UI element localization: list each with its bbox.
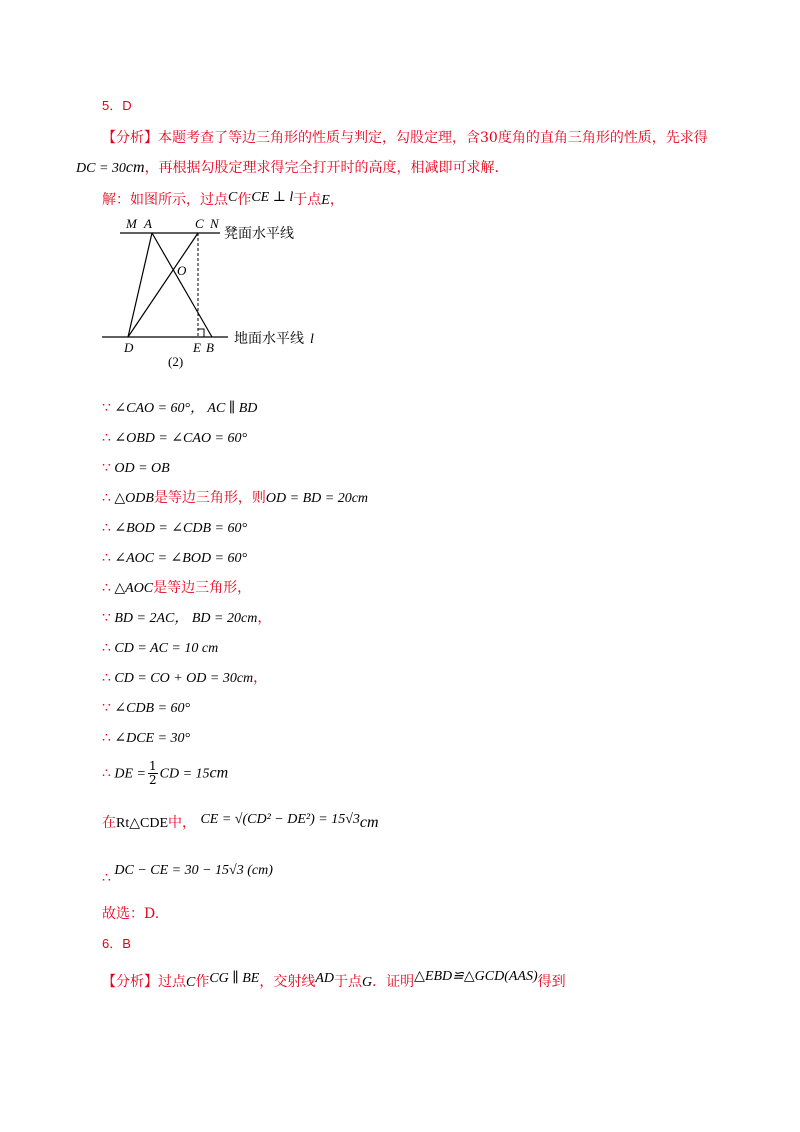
analysis-tag: 【分析】 (102, 130, 158, 146)
figure-caption: (2) (168, 354, 184, 369)
label-l: l (310, 332, 314, 347)
q6-number: 6．B (102, 936, 131, 951)
therefore-symbol: ∴ (102, 640, 110, 656)
step-line (102, 698, 190, 719)
step-line (102, 458, 170, 479)
label-ground: 地面水平线 (234, 332, 304, 347)
de-lhs: DE = (114, 766, 146, 782)
therefore-symbol: ∴ (102, 490, 110, 506)
geometry-figure (100, 214, 340, 374)
label-d: D (124, 340, 134, 355)
q6-text5: ．证明 (372, 974, 415, 990)
q6-text1: 过点 (158, 974, 186, 990)
label-seat: 凳面水平线 (224, 227, 294, 242)
q6-math3: △EBD≌△GCD(AAS) (414, 969, 538, 984)
therefore-symbol: ∴ (102, 580, 110, 596)
step-text: 是等边三角形， (153, 580, 252, 596)
q5-analysis-line1 (102, 128, 708, 148)
step-line (102, 488, 368, 509)
therefore-symbol: ∴ (102, 430, 110, 446)
label-m: M (126, 216, 137, 231)
ce-pre: 在 (102, 815, 116, 831)
step-math-pre: △AOC (114, 581, 154, 596)
because-symbol: ∵ (102, 700, 110, 716)
step-final (102, 860, 273, 886)
label-b: B (206, 340, 214, 355)
fraction-half (148, 760, 158, 787)
fraction-numerator: 1 (148, 759, 157, 773)
step-de (102, 760, 228, 787)
q6-text4: 于点 (334, 974, 363, 990)
de-rhs: CD = 15 (159, 766, 210, 782)
ce-mid: 中， (168, 815, 196, 831)
therefore-symbol: ∴ (102, 730, 110, 746)
step-math: ∠CAO = 60°， AC ∥ BD (114, 401, 258, 416)
segment-ad (128, 233, 152, 337)
solution-e: E (321, 193, 330, 208)
step-text: ， (257, 610, 272, 626)
step-line (102, 638, 218, 659)
q6-g: G (362, 975, 373, 990)
q5-number: 5．D (102, 98, 132, 113)
segment-cd (128, 233, 198, 337)
step-math: ∠CDB = 60° (114, 701, 191, 716)
solution-c: C (228, 190, 238, 205)
solution-prefix: 解：如图所示，过点 (102, 192, 228, 208)
step-line (102, 548, 247, 569)
step-line (102, 578, 251, 599)
step-line (102, 608, 271, 629)
step-ce (102, 813, 379, 834)
right-angle-mark (198, 329, 204, 337)
step-math: ∠DCE = 30° (114, 731, 191, 746)
solution-intro (102, 190, 344, 211)
step-text: 是等边三角形，则 (153, 490, 266, 506)
step-text: ， (253, 670, 268, 686)
q6-analysis-tag: 【分析】 (102, 974, 158, 990)
analysis-text: 本题考查了等边三角形的性质与判定，勾股定理，含30度角的直角三角形的性质，先求得 (158, 130, 708, 146)
step-math: CD = CO + OD = 30cm (114, 671, 254, 686)
label-n: N (210, 216, 219, 231)
q6-math2: AD (315, 971, 335, 986)
therefore-symbol: ∴ (102, 550, 110, 566)
label-c: C (195, 216, 204, 231)
step-line (102, 398, 257, 419)
ce-triangle: Rt△CDE (116, 816, 168, 831)
step-line (102, 428, 247, 449)
step-math: ∠AOC = ∠BOD = 60° (114, 551, 248, 566)
q5-choice: 故选：D. (102, 906, 160, 922)
step-math-post: OD = BD = 20cm (265, 491, 369, 506)
therefore-symbol: ∴ (102, 670, 110, 686)
solution-math: CE ⊥ l (251, 190, 294, 205)
analysis-line2-text: ，再根据勾股定理求得完全打开时的高度，相减即可求解. (144, 160, 500, 176)
q6-text6: 得到 (537, 974, 566, 990)
therefore-symbol: ∴ (102, 870, 110, 886)
analysis-dc-unit: cm (125, 159, 145, 176)
solution-mid: 作 (237, 192, 252, 208)
because-symbol: ∵ (102, 610, 110, 626)
q6-analysis (102, 969, 566, 993)
solution-suffix: 于点 (293, 192, 322, 208)
q6-c: C (186, 975, 196, 990)
step-math-pre: △ODB (114, 491, 154, 506)
q6-text3: ，交射线 (259, 974, 316, 990)
step-line (102, 518, 247, 539)
q5-analysis-line2 (76, 158, 499, 179)
step-math: ∠BOD = ∠CDB = 60° (114, 521, 248, 536)
step-math: ∠OBD = ∠CAO = 60° (114, 431, 248, 446)
because-symbol: ∵ (102, 400, 110, 416)
final-math: DC − CE = 30 − 15√3 (cm) (114, 863, 273, 878)
therefore-symbol: ∴ (102, 765, 110, 782)
label-o: O (177, 263, 187, 278)
because-symbol: ∵ (102, 460, 110, 476)
step-line (102, 728, 190, 749)
q6-math1: CG ∥ BE (209, 971, 260, 986)
ce-unit: cm (359, 814, 379, 831)
fraction-denominator: 2 (148, 773, 157, 787)
label-e: E (193, 340, 201, 355)
q6-text2: 作 (195, 974, 210, 990)
step-math: CD = AC = 10 cm (114, 641, 219, 656)
step-math: BD = 2AC， BD = 20cm (114, 611, 258, 626)
therefore-symbol: ∴ (102, 520, 110, 536)
step-line (102, 668, 267, 689)
label-a: A (144, 216, 152, 231)
segment-ab (152, 233, 212, 337)
ce-math: CE = √(CD² − DE²) = 15√3 (200, 812, 360, 827)
step-math: OD = OB (114, 461, 170, 476)
solution-comma: ， (329, 192, 344, 208)
de-unit: cm (209, 764, 229, 782)
analysis-dc-math: DC = 30 (76, 161, 126, 176)
